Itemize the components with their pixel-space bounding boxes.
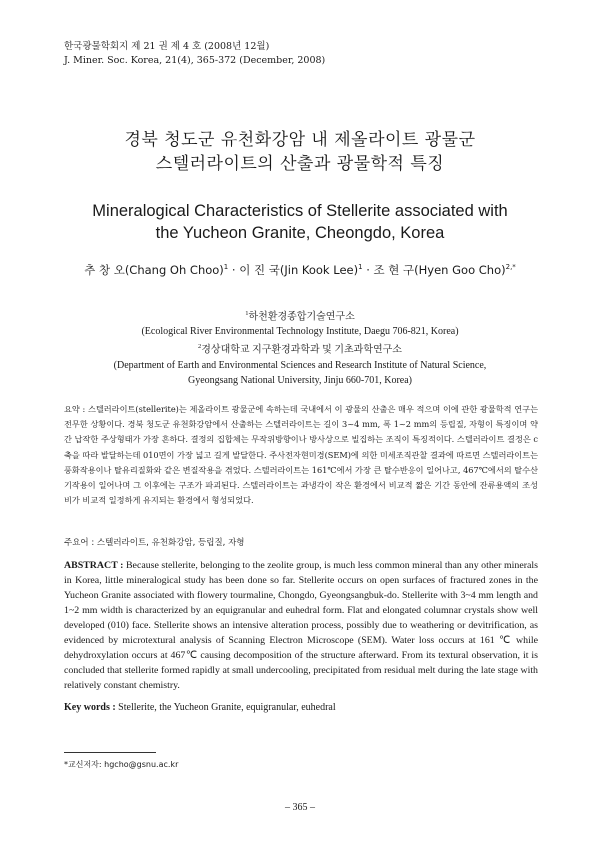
journal-korean-line: 한국광물학회지 제 21 권 제 4 호 (2008년 12월) [64,41,270,52]
korean-abstract [64,402,538,508]
affiliation-2-english-line2: Gyeongsang National University, Jinju 660-701, Korea) [187,374,413,386]
author-sup: 1 [223,263,229,272]
author-sup: 2,* [505,263,516,272]
english-title [0,200,600,244]
korean-keywords [64,536,538,548]
korean-title-line2: 스텔러라이트의 산출과 광물학적 특징 [155,154,445,174]
journal-reference [64,40,325,67]
english-keywords-label: Key words : [64,702,119,713]
english-keywords [64,702,538,713]
page-number: – 365 – [285,802,315,813]
english-title-line2: the Yucheon Granite, Cheongdo, Korea [155,224,445,242]
english-abstract-text: Because stellerite, belonging to the zeolite group, is much less common mineral than any other minerals in Korea, little mineralogical study has been done so far. Stellerite occurs on open surfaces of fractured zones in the Yucheon Granite associated with flowery tourmaline, Chongdo, Gyeongsangbuk-do. Stellerite with 3~4 mm length and 1~2 mm width is characterized by an equigranular and euhedral form. Flat and elongated columnar crystals show well developed (010) face. Stellerite shows an intensive alteration process, possibly due to weathering or devitrification, as evidenced by microtextural analysis of Scanning Electron Microscope (SEM). Water loss occurs at 161 ℃ while dehydroxylation occurs at 467℃ causing decomposition of the structure afterward. From its textural observation, it is concluded that stellerite formed rapidly at small undercooling, precipitated from residual melt during the late stage with relatively constant chemistry. [64,560,539,691]
author-list [0,262,600,278]
author-sup: 1 [358,263,363,272]
author-name: 추 창 오(Chang Oh Choo) [84,263,224,277]
korean-title [0,128,600,176]
journal-english-line: J. Miner. Soc. Korea, 21(4), 365-372 (December, 2008) [64,54,326,66]
affiliations [0,306,600,388]
korean-abstract-label: 요약 : [64,404,88,414]
english-title-line1: Mineralogical Characteristics of Stellerite associated with [92,202,508,220]
affiliation-2-korean: $^2$경상대학교 지구환경과학과 및 기초과학연구소 [198,343,402,356]
affiliation-2-english-line1: (Department of Earth and Environmental Sciences and Research Institute of Natural Science, [113,359,487,371]
korean-keywords-text: 스텔러라이트, 유천화강암, 등립질, 자형 [96,538,245,548]
korean-abstract-text: 스텔러라이트(stellerite)는 제올라이트 광물군에 속하는데 국내에서 이 광물의 산출은 매우 적으며 이에 관한 광물학적 연구는 전무한 상황이다. 경북 청도군 유천화강암에서 산출하는 스텔러라이트는 길이 3~4 mm, 폭 1~2 mm의 등립질, 자형이 특징이며 약간 납작한 주상형태가 가장 흔하다. 결정의 집합체는 무작위방향이나 방사상으로 빌집하는 조직이 특징적이다. 스텔러라이트 결정은 c축을 따라 발달하는데 010면이 가장 넓고 길게 발달한다. 주사전자현미경(SEM)에 의한 미세조직관찰 결과에 따르면 스텔러라이트는 풍화작용이나 탈유리질화와 같은 변질작용을 겪었다. 스텔러라이트는 161℃에서 가장 큰 탈수반응이 일어나고, 467℃에서의 탈수산기작용이 일어나며 그 이후에는 구조가 파괴된다. 스텔러라이트는 과냉각이 작은 환경에서 비교적 짧은 기간 동안에 잔류용액의 조성비가 비교적 일정하게 유지되는 환경에서 형성되었다. [64,404,538,506]
korean-keywords-label: 주요어 : [64,538,97,548]
author-name: 조 현 구(Hyen Goo Cho) [373,263,506,277]
corresponding-author-footnote: *교신저자: hgcho@gsnu.ac.kr [64,760,179,769]
english-keywords-text: Stellerite, the Yucheon Granite, equigranular, euhedral [118,702,336,713]
affiliation-1-korean: $^1$하천환경종합기술연구소 [245,310,355,323]
english-abstract [64,558,538,693]
footnote-divider [64,752,156,753]
author-separator: · [228,263,240,277]
author-separator: · [362,263,374,277]
affiliation-1-english: (Ecological River Environmental Technology Institute, Daegu 706-821, Korea) [141,326,459,338]
korean-title-line1: 경북 청도군 유천화강암 내 제올라이트 광물군 [124,130,476,150]
english-abstract-label: ABSTRACT : [64,560,126,571]
author-name: 이 진 국(Jin Kook Lee) [239,263,359,277]
